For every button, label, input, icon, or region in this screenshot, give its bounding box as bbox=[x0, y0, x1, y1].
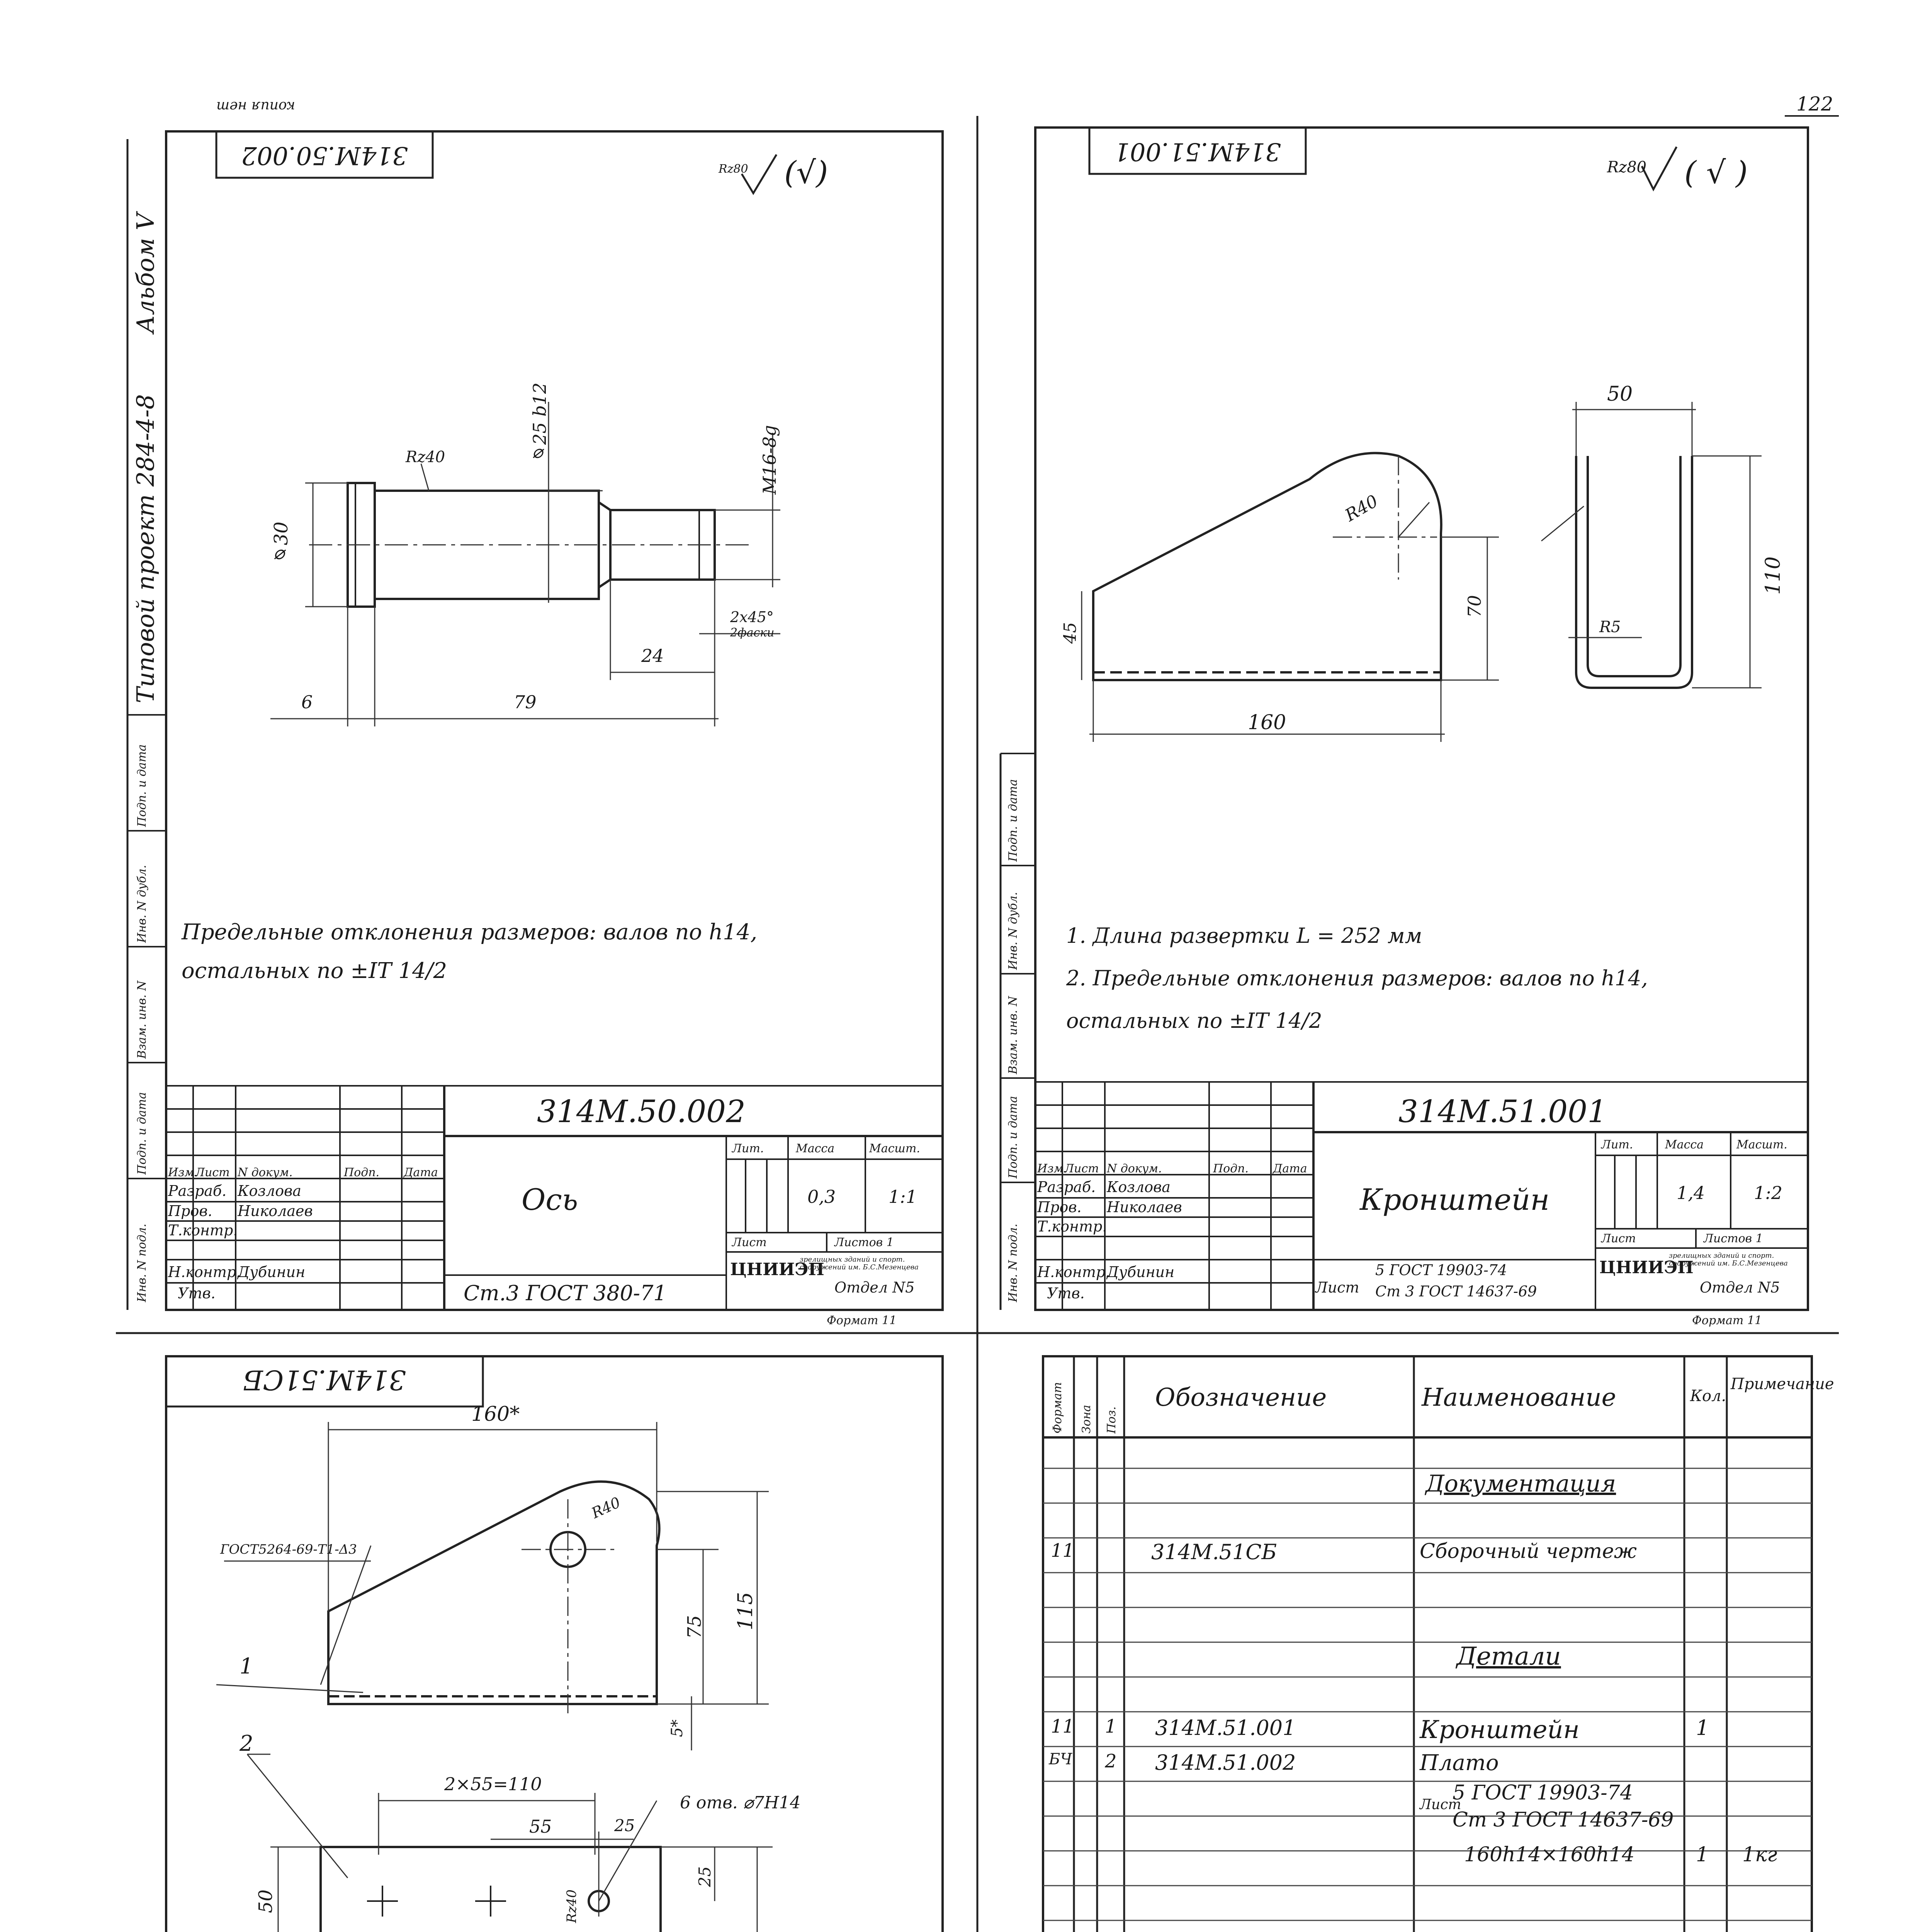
tb1-izm: Изм. bbox=[168, 1166, 198, 1179]
spec-row1-designation: 314М.51СБ bbox=[1151, 1540, 1277, 1564]
tb2-name-2: Николаев bbox=[1107, 1199, 1182, 1216]
spec-h-zone: Зона bbox=[1080, 1405, 1093, 1434]
strip1-col-3: Взам. инв. N bbox=[135, 980, 149, 1059]
spec-material-pre: Лист bbox=[1420, 1797, 1461, 1813]
sheet3-dim-2x55: 2×55=110 bbox=[444, 1774, 542, 1794]
sheet2-scale-h: Масшт. bbox=[1736, 1138, 1787, 1151]
sheet3-rz40a: Rz40 bbox=[564, 1889, 579, 1923]
sheet2-scale: 1:2 bbox=[1754, 1182, 1783, 1203]
strip2-col-3: Взам. инв. N bbox=[1006, 996, 1020, 1074]
sheet1-dim-d30: ⌀30 bbox=[270, 522, 292, 567]
sheet1-lit-h: Лит. bbox=[732, 1142, 764, 1155]
sheet3-pos2: 2 bbox=[240, 1731, 253, 1756]
tb1-role-3: Т.контр. bbox=[168, 1222, 238, 1239]
tb1-role-4: Н.контр. bbox=[168, 1264, 241, 1281]
tb1-role-2: Пров. bbox=[168, 1202, 212, 1219]
sheet2-note-2: 2. Предельные отклонения размеров: валов по h14, bbox=[1066, 966, 1648, 990]
sheet2-code: 314М.51.001 bbox=[1398, 1094, 1607, 1129]
spec-row2-format: 11 bbox=[1051, 1716, 1075, 1737]
spec-row2-name: Кронштейн bbox=[1420, 1716, 1580, 1744]
sheet1-mass-h: Масса bbox=[796, 1142, 835, 1155]
sheet1-stamp: 314М.50.002 bbox=[241, 141, 408, 170]
sheet1-org-text: зрелищных зданий и спорт. сооружений им. Б.С.Мезенцева bbox=[800, 1255, 919, 1271]
tb2-izm: Изм. bbox=[1037, 1162, 1067, 1175]
tb2-data: Дата bbox=[1273, 1162, 1307, 1175]
strip2-col-1: Подп. и дата bbox=[1006, 779, 1020, 862]
spec-h-format: Формат bbox=[1051, 1382, 1064, 1434]
page-number: 122 bbox=[1796, 93, 1833, 115]
sheet1-dim-d25: ⌀25 b12 bbox=[529, 383, 550, 466]
sheet2-material-pre: Лист bbox=[1315, 1279, 1359, 1296]
sheet2-dim-70: 70 bbox=[1464, 595, 1485, 618]
sheet3-holes: 6 отв. ⌀7H14 bbox=[680, 1793, 801, 1813]
sheet2-dim-50: 50 bbox=[1607, 383, 1633, 406]
tb2-role-1: Разраб. bbox=[1037, 1179, 1096, 1196]
spec-material-2: Ст 3 ГОСТ 14637-69 bbox=[1453, 1808, 1674, 1832]
sheet1-roughness: Rz80 bbox=[719, 162, 748, 176]
sheet1-dim-24: 24 bbox=[641, 645, 664, 666]
tb2-name-1: Козлова bbox=[1107, 1179, 1171, 1196]
tb2-role-3: Т.контр. bbox=[1037, 1218, 1107, 1235]
sheet2-material-1: 5 ГОСТ 19903-74 bbox=[1375, 1262, 1507, 1279]
sheet1-name: Ось bbox=[522, 1182, 578, 1217]
sheet2-dim-160: 160 bbox=[1248, 711, 1286, 734]
sheet1-dim-6: 6 bbox=[301, 692, 313, 713]
sheet1-format: Формат 11 bbox=[827, 1314, 897, 1327]
sheet1-scale: 1:1 bbox=[889, 1186, 917, 1207]
sheet3-weld: ГОСТ5264-69-Т1-Δ3 bbox=[220, 1542, 357, 1557]
sheet2-mass: 1,4 bbox=[1677, 1182, 1705, 1203]
sheet2-mass-h: Масса bbox=[1665, 1138, 1704, 1151]
spec-h-pos: Поз. bbox=[1105, 1406, 1118, 1434]
strip1-col-1: Подп. и дата bbox=[135, 744, 149, 827]
spec-section-parts: Детали bbox=[1456, 1642, 1561, 1671]
spec-row2-designation: 314М.51.001 bbox=[1155, 1716, 1296, 1740]
tb1-podp: Подп. bbox=[344, 1166, 380, 1179]
spec-row2-pos: 1 bbox=[1105, 1716, 1117, 1737]
sheet2-dept: Отдел N5 bbox=[1700, 1279, 1780, 1296]
tb2-role-5: Утв. bbox=[1047, 1285, 1085, 1302]
sheet2-dim-r40: R40 bbox=[1342, 491, 1381, 526]
sheet3-dim-50: 50 bbox=[255, 1889, 277, 1913]
sheet3-dim-160: 160* bbox=[471, 1403, 520, 1426]
sheet2-note-1: 1. Длина развертки L = 252 мм bbox=[1066, 923, 1422, 948]
sheet1-mass: 0,3 bbox=[807, 1186, 836, 1207]
sheet3-stamp: 314М.51СБ bbox=[243, 1364, 406, 1396]
spec-section-docs: Документация bbox=[1425, 1470, 1616, 1497]
sheet1-scale-h: Масшт. bbox=[869, 1142, 920, 1155]
strip2-col-5: Инв. N подл. bbox=[1006, 1223, 1020, 1302]
spec-material-note: 1кг bbox=[1742, 1843, 1777, 1866]
assembly-drawing bbox=[321, 1481, 661, 1932]
tb2-role-2: Пров. bbox=[1037, 1199, 1082, 1216]
spec-h-qty: Кол. bbox=[1690, 1387, 1726, 1405]
spec-row1-format: 11 bbox=[1051, 1540, 1075, 1561]
sheet2-dim-110: 110 bbox=[1762, 556, 1785, 595]
sheet3-dim-55: 55 bbox=[529, 1816, 552, 1837]
strip1-col-4: Подп. и дата bbox=[135, 1092, 149, 1175]
sheet2-org: ЦНИИЭП bbox=[1599, 1258, 1694, 1277]
strip1-col-2: Инв. N дубл. bbox=[135, 865, 149, 943]
sheet2-roughness: Rz80 bbox=[1607, 158, 1647, 176]
sheet2-lit-h: Лит. bbox=[1601, 1138, 1633, 1151]
tb1-name-1: Козлова bbox=[238, 1182, 301, 1199]
spec-material-qty: 1 bbox=[1696, 1843, 1709, 1866]
sheet2-dim-r5: R5 bbox=[1599, 618, 1621, 636]
tb1-data: Дата bbox=[404, 1166, 438, 1179]
tb1-role-5: Утв. bbox=[178, 1285, 216, 1302]
spec-row1-name: Сборочный чертеж bbox=[1420, 1540, 1637, 1563]
sheet1-note-1: Предельные отклонения размеров: валов по h14, bbox=[182, 920, 758, 945]
sheet1-note-2: остальных по ±IT 14/2 bbox=[182, 958, 447, 983]
sheet3-dim-r40: R40 bbox=[589, 1493, 623, 1522]
sheet2-roughness-paren: ( √ ) bbox=[1684, 155, 1748, 190]
sheet3-dim-25a: 25 bbox=[614, 1816, 635, 1835]
sheet1-frame bbox=[166, 131, 943, 1310]
sheet3-dim-5: 5* bbox=[668, 1719, 686, 1737]
sheet1-org: ЦНИИЭП bbox=[730, 1260, 824, 1279]
sheet1-chamfer-note: 2фаски bbox=[730, 626, 775, 639]
sheet3-dim-115: 115 bbox=[734, 1592, 757, 1631]
tb2-role-4: Н.контр. bbox=[1037, 1264, 1110, 1281]
tb2-podp: Подп. bbox=[1213, 1162, 1249, 1175]
tb2-list: Лист bbox=[1064, 1162, 1099, 1175]
tb1-name-2: Николаев bbox=[238, 1202, 313, 1219]
sheet1-dim-79: 79 bbox=[514, 692, 537, 713]
sheet2-format: Формат 11 bbox=[1692, 1314, 1762, 1327]
sheet3-dim-75: 75 bbox=[684, 1615, 705, 1639]
project-label: Типовой проект 284-4-8 Альбом V bbox=[131, 213, 160, 703]
strip2-col-4: Подп. и дата bbox=[1006, 1096, 1020, 1179]
tb1-ndok: N докум. bbox=[238, 1166, 293, 1179]
sheet2-name: Кронштейн bbox=[1360, 1182, 1550, 1217]
sheet2-material-2: Ст 3 ГОСТ 14637-69 bbox=[1375, 1283, 1537, 1300]
sheet2-stamp: 314М.51.001 bbox=[1114, 137, 1281, 166]
sheet2-org-text: зрелищных зданий и спорт. сооружений им. Б.С.Мезенцева bbox=[1669, 1252, 1788, 1267]
bracket-flat-drawing bbox=[1093, 453, 1692, 688]
sheet1-sheets: Листов 1 bbox=[834, 1236, 894, 1249]
tb1-name-4: Дубинин bbox=[238, 1264, 306, 1281]
sheet2-sheet-label: Лист bbox=[1601, 1232, 1636, 1245]
sheet2-note-3: остальных по ±IT 14/2 bbox=[1066, 1009, 1322, 1033]
tb1-list: Лист bbox=[195, 1166, 230, 1179]
strip2-col-2: Инв. N дубл. bbox=[1006, 892, 1020, 970]
spec-h-designation: Обозначение bbox=[1155, 1383, 1327, 1412]
sheet1-dept: Отдел N5 bbox=[834, 1279, 915, 1296]
sheet2-dim-45: 45 bbox=[1060, 622, 1080, 644]
spec-material-1: 5 ГОСТ 19903-74 bbox=[1453, 1781, 1633, 1804]
sheet3-dim-25b: 25 bbox=[695, 1866, 714, 1887]
sheet2-sheets: Листов 1 bbox=[1704, 1232, 1763, 1245]
spec-h-name: Наименование bbox=[1422, 1383, 1616, 1412]
sheet1-dim-m16: M16-8g bbox=[759, 425, 780, 495]
strip1-col-5: Инв. N подл. bbox=[135, 1223, 149, 1302]
spec-row3-pos: 2 bbox=[1105, 1750, 1117, 1772]
top-note: копия нет bbox=[216, 99, 295, 114]
spec-row3-designation: 314М.51.002 bbox=[1155, 1750, 1296, 1775]
sheet1-chamfer: 2x45° bbox=[730, 609, 774, 626]
sheet3-pos1: 1 bbox=[240, 1654, 253, 1679]
sheet3-frame bbox=[166, 1356, 943, 1932]
sheet1-material: Ст.3 ГОСТ 380-71 bbox=[464, 1281, 667, 1305]
spec-row3-name: Плато bbox=[1420, 1750, 1499, 1776]
tb2-name-4: Дубинин bbox=[1107, 1264, 1175, 1281]
sheet1-code: 314М.50.002 bbox=[537, 1094, 746, 1129]
sheet1-sheet-label: Лист bbox=[732, 1236, 767, 1249]
spec-row3-format: БЧ bbox=[1049, 1750, 1072, 1768]
tb1-role-1: Разраб. bbox=[168, 1182, 227, 1199]
spec-row2-qty: 1 bbox=[1696, 1716, 1709, 1740]
sheet1-dim-rz40: Rz40 bbox=[406, 448, 445, 466]
spec-h-note: Примечание bbox=[1731, 1375, 1834, 1393]
spec-material-size: 160h14×160h14 bbox=[1464, 1843, 1635, 1866]
tb2-ndok: N докум. bbox=[1107, 1162, 1162, 1175]
sheet1-roughness-paren: (√) bbox=[784, 155, 828, 190]
